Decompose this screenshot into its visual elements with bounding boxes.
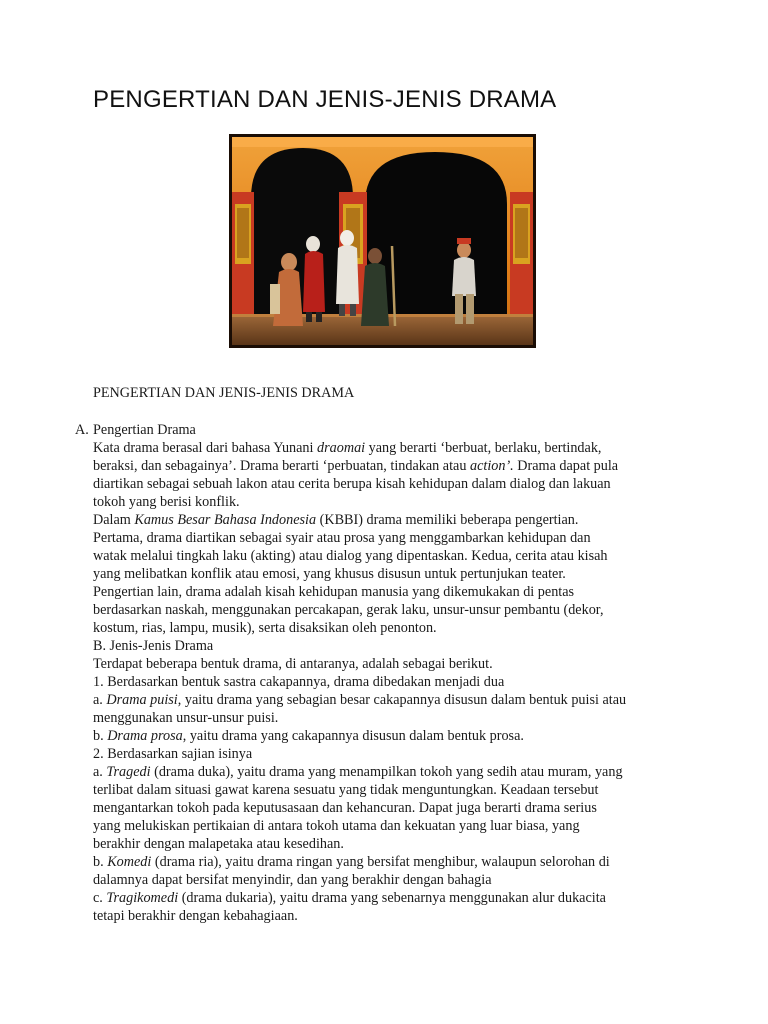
list-item-tragikomedi: c. Tragikomedi (drama dukaria), yaitu drama yang sebenarnya menggunakan alur dukacita tetapi berakhir dengan kebahagiaan.: [93, 890, 606, 924]
document-body: [75, 384, 695, 925]
section-a-number: A.: [75, 422, 89, 438]
page-title: PENGERTIAN DAN JENIS-JENIS DRAMA: [93, 86, 557, 113]
group-1-heading: 1. Berdasarkan bentuk sastra cakapannya, drama dibedakan menjadi dua: [93, 674, 505, 690]
section-b: [93, 637, 695, 925]
list-item-drama-puisi: a. Drama puisi, yaitu drama yang sebagian besar cakapannya disusun dalam bentuk puisi atau menggunakan unsur-unsur puisi.: [93, 692, 627, 726]
section-b-heading: B. Jenis-Jenis Drama: [93, 638, 214, 654]
section-a-paragraph-2: Dalam Kamus Besar Bahasa Indonesia (KBBI) drama memiliki beberapa pengertian. Pertama, drama diartikan sebagai syair atau prosa yang menggambarkan kehidupan dan watak melalui tingkah laku (akting) atau dialog yang dipentaskan. Kedua, cerita atau kisah yang melibatkan konflik atau emosi, yang khusus disusun untuk pertunjukan teater.: [93, 512, 608, 582]
section-a-paragraph-1: Kata drama berasal dari bahasa Yunani draomai yang berarti ‘berbuat, berlaku, bertindak, beraksi, dan sebagainya’. Drama berarti ‘perbuatan, tindakan atau action’. Drama dapat pula diartikan sebagai sebuah lakon atau cerita berupa kisah kehidupan dalam dialog dan lakuan tokoh yang berisi konflik.: [93, 440, 619, 510]
theater-stage-photo: [229, 134, 536, 348]
document-subtitle: PENGERTIAN DAN JENIS-JENIS DRAMA: [93, 385, 355, 401]
list-item-tragedi: a. Tragedi (drama duka), yaitu drama yang menampilkan tokoh yang sedih atau muram, yang terlibat dalam situasi gawat karena sesuatu yang tidak menguntungkan. Keadaan tersebut mengantarkan tokoh pada keputusasaan dan kehancuran. Dapat juga berarti drama serius yang melukiskan pertikaian di antara tokoh utama dan kekuatan yang luar biasa, yang berakhir dengan malapetaka atau kesedihan.: [93, 764, 623, 852]
section-b-intro: Terdapat beberapa bentuk drama, di antaranya, adalah sebagai berikut.: [93, 656, 493, 672]
group-2-heading: 2. Berdasarkan sajian isinya: [93, 746, 253, 762]
section-a-heading: A. Pengertian Drama: [75, 422, 196, 438]
list-item-komedi: b. Komedi (drama ria), yaitu drama ringan yang bersifat menghibur, walaupun selorohan di dalamnya dapat bersifat menyindir, dan yang berakhir dengan bahagia: [93, 854, 610, 888]
list-item-drama-prosa: b. Drama prosa, yaitu drama yang cakapannya disusun dalam bentuk prosa.: [93, 728, 524, 744]
section-a-paragraph-3: Pengertian lain, drama adalah kisah kehidupan manusia yang dikemukakan di pentas berdasarkan naskah, menggunakan percakapan, gerak laku, unsur-unsur pembantu (dekor, kostum, rias, lampu, musik), serta disaksikan oleh penonton.: [93, 584, 604, 636]
